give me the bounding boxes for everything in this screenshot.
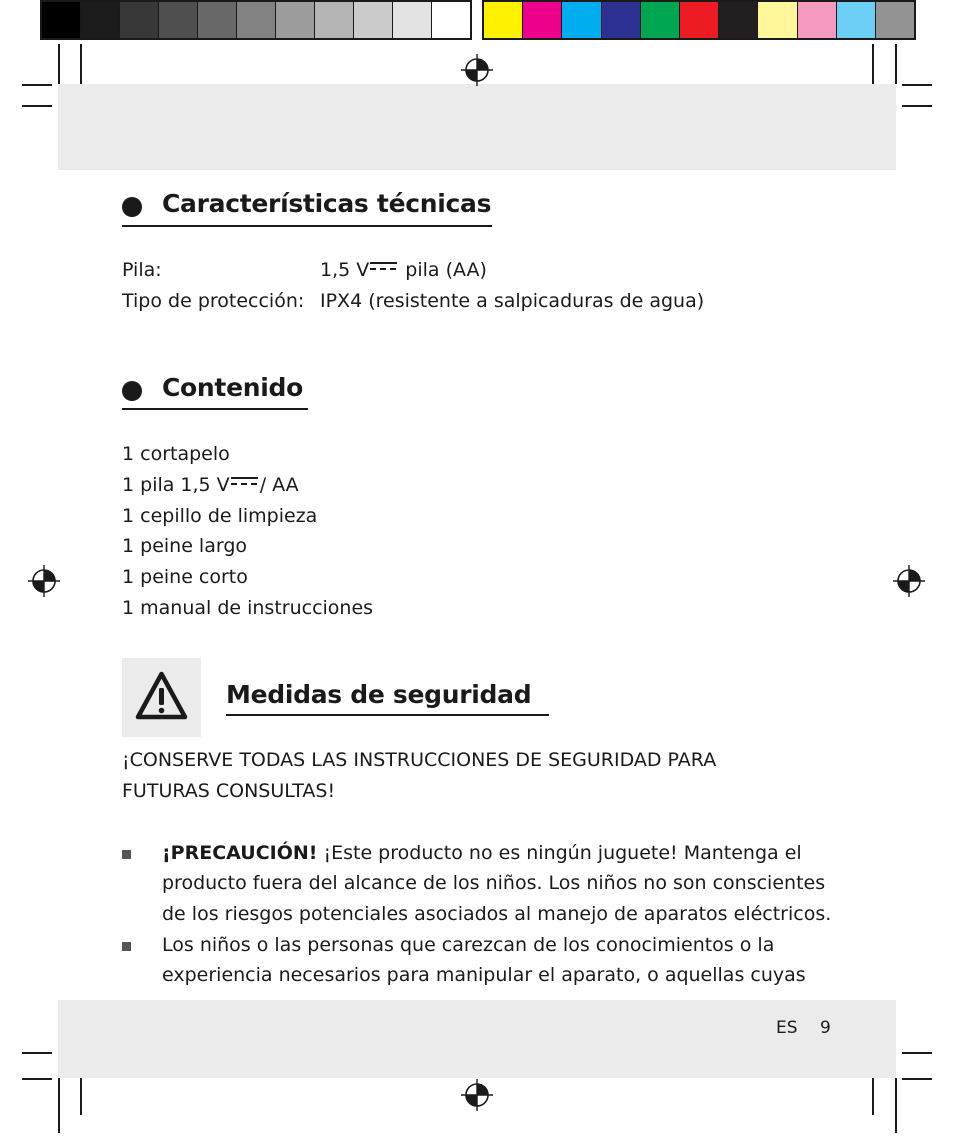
- crop-mark: [22, 1078, 52, 1080]
- section-underline: [226, 714, 549, 716]
- process-color-bar: [482, 0, 916, 40]
- dc-current-icon: [370, 262, 397, 274]
- section-underline: [122, 225, 492, 227]
- color-swatch: [120, 2, 159, 38]
- color-swatch: [680, 2, 719, 38]
- list-item: 1 cortapelo: [122, 443, 230, 465]
- registration-mark-icon: [27, 564, 61, 598]
- color-swatch: [798, 2, 837, 38]
- bullet-square-icon: [122, 942, 131, 951]
- crop-mark: [22, 84, 52, 86]
- footer-language: ES: [776, 1018, 798, 1038]
- warning-box: [122, 658, 201, 737]
- color-swatch: [159, 2, 198, 38]
- list-item: 1 manual de instrucciones: [122, 597, 374, 619]
- section-bullet: [122, 381, 142, 401]
- color-swatch: [837, 2, 876, 38]
- section-bullet: [122, 197, 142, 217]
- safety-bullet-line: de los riesgos potenciales asociados al manejo de aparatos eléctricos.: [162, 903, 832, 925]
- color-swatch: [523, 2, 562, 38]
- list-item: 1 peine corto: [122, 566, 248, 588]
- registration-mark-icon: [460, 1078, 494, 1112]
- warning-triangle-icon: [122, 658, 201, 737]
- crop-mark: [902, 84, 932, 86]
- color-swatch: [641, 2, 680, 38]
- safety-bullet-line: experiencia necesarios para manipular el aparato, o aquellas cuyas: [162, 964, 806, 986]
- spec-value-battery-type: pila (AA): [399, 259, 487, 281]
- safety-intro-line: FUTURAS CONSULTAS!: [122, 780, 336, 802]
- spec-label-protection: Tipo de protección:: [122, 290, 305, 312]
- safety-bullet-line: Los niños o las personas que carezcan de los conocimientos o la: [162, 934, 775, 956]
- spec-value-battery-voltage: 1,5 V: [320, 259, 370, 281]
- safety-intro-line: ¡CONSERVE TODAS LAS INSTRUCCIONES DE SEGURIDAD PARA: [122, 749, 717, 771]
- color-swatch: [81, 2, 120, 38]
- crop-mark: [895, 1078, 897, 1133]
- color-swatch: [562, 2, 601, 38]
- spec-label-battery: Pila:: [122, 259, 162, 281]
- grayscale-color-bar: [40, 0, 472, 40]
- color-swatch: [876, 2, 914, 38]
- color-swatch: [758, 2, 797, 38]
- dc-current-icon: [231, 477, 258, 489]
- crop-mark: [80, 1075, 82, 1115]
- spec-value-battery: [320, 255, 487, 286]
- color-swatch: [237, 2, 276, 38]
- color-swatch: [198, 2, 237, 38]
- registration-mark-icon: [892, 564, 926, 598]
- crop-mark: [22, 105, 52, 107]
- color-swatch: [42, 2, 81, 38]
- spec-value-protection: IPX4 (resistente a salpicaduras de agua): [320, 290, 705, 312]
- color-swatch: [276, 2, 315, 38]
- color-swatch: [484, 2, 523, 38]
- crop-mark: [902, 1078, 932, 1080]
- page-number: 9: [820, 1018, 831, 1038]
- warning-label: ¡PRECAUCIÓN!: [162, 842, 318, 864]
- list-item-text: / AA: [259, 474, 299, 496]
- section-title-tech: Características técnicas: [162, 189, 492, 218]
- crop-mark: [895, 44, 897, 84]
- crop-mark: [58, 1078, 60, 1133]
- crop-mark: [902, 105, 932, 107]
- footer-band: [58, 1000, 896, 1078]
- color-swatch: [719, 2, 758, 38]
- crop-mark: [872, 1075, 874, 1115]
- crop-mark: [22, 1052, 52, 1054]
- list-item: 1 cepillo de limpieza: [122, 505, 318, 527]
- section-underline: [122, 408, 308, 410]
- color-swatch: [315, 2, 354, 38]
- crop-mark: [902, 1052, 932, 1054]
- crop-mark: [58, 44, 60, 84]
- list-item: 1 peine largo: [122, 535, 248, 557]
- header-band: [58, 84, 896, 170]
- safety-bullet-text: ¡Este producto no es ningún juguete! Mantenga el: [317, 842, 802, 864]
- color-swatch: [432, 2, 470, 38]
- color-swatch: [393, 2, 432, 38]
- safety-bullet-line: [162, 838, 802, 869]
- registration-mark-icon: [460, 53, 494, 87]
- list-item: [122, 470, 299, 501]
- bullet-square-icon: [122, 850, 131, 859]
- list-item-text: 1 pila 1,5 V: [122, 474, 230, 496]
- color-swatch: [602, 2, 641, 38]
- section-title-safety: Medidas de seguridad: [226, 680, 532, 709]
- color-swatch: [354, 2, 393, 38]
- section-title-contents: Contenido: [162, 373, 303, 402]
- safety-bullet-line: producto fuera del alcance de los niños. Los niños no son conscientes: [162, 872, 826, 894]
